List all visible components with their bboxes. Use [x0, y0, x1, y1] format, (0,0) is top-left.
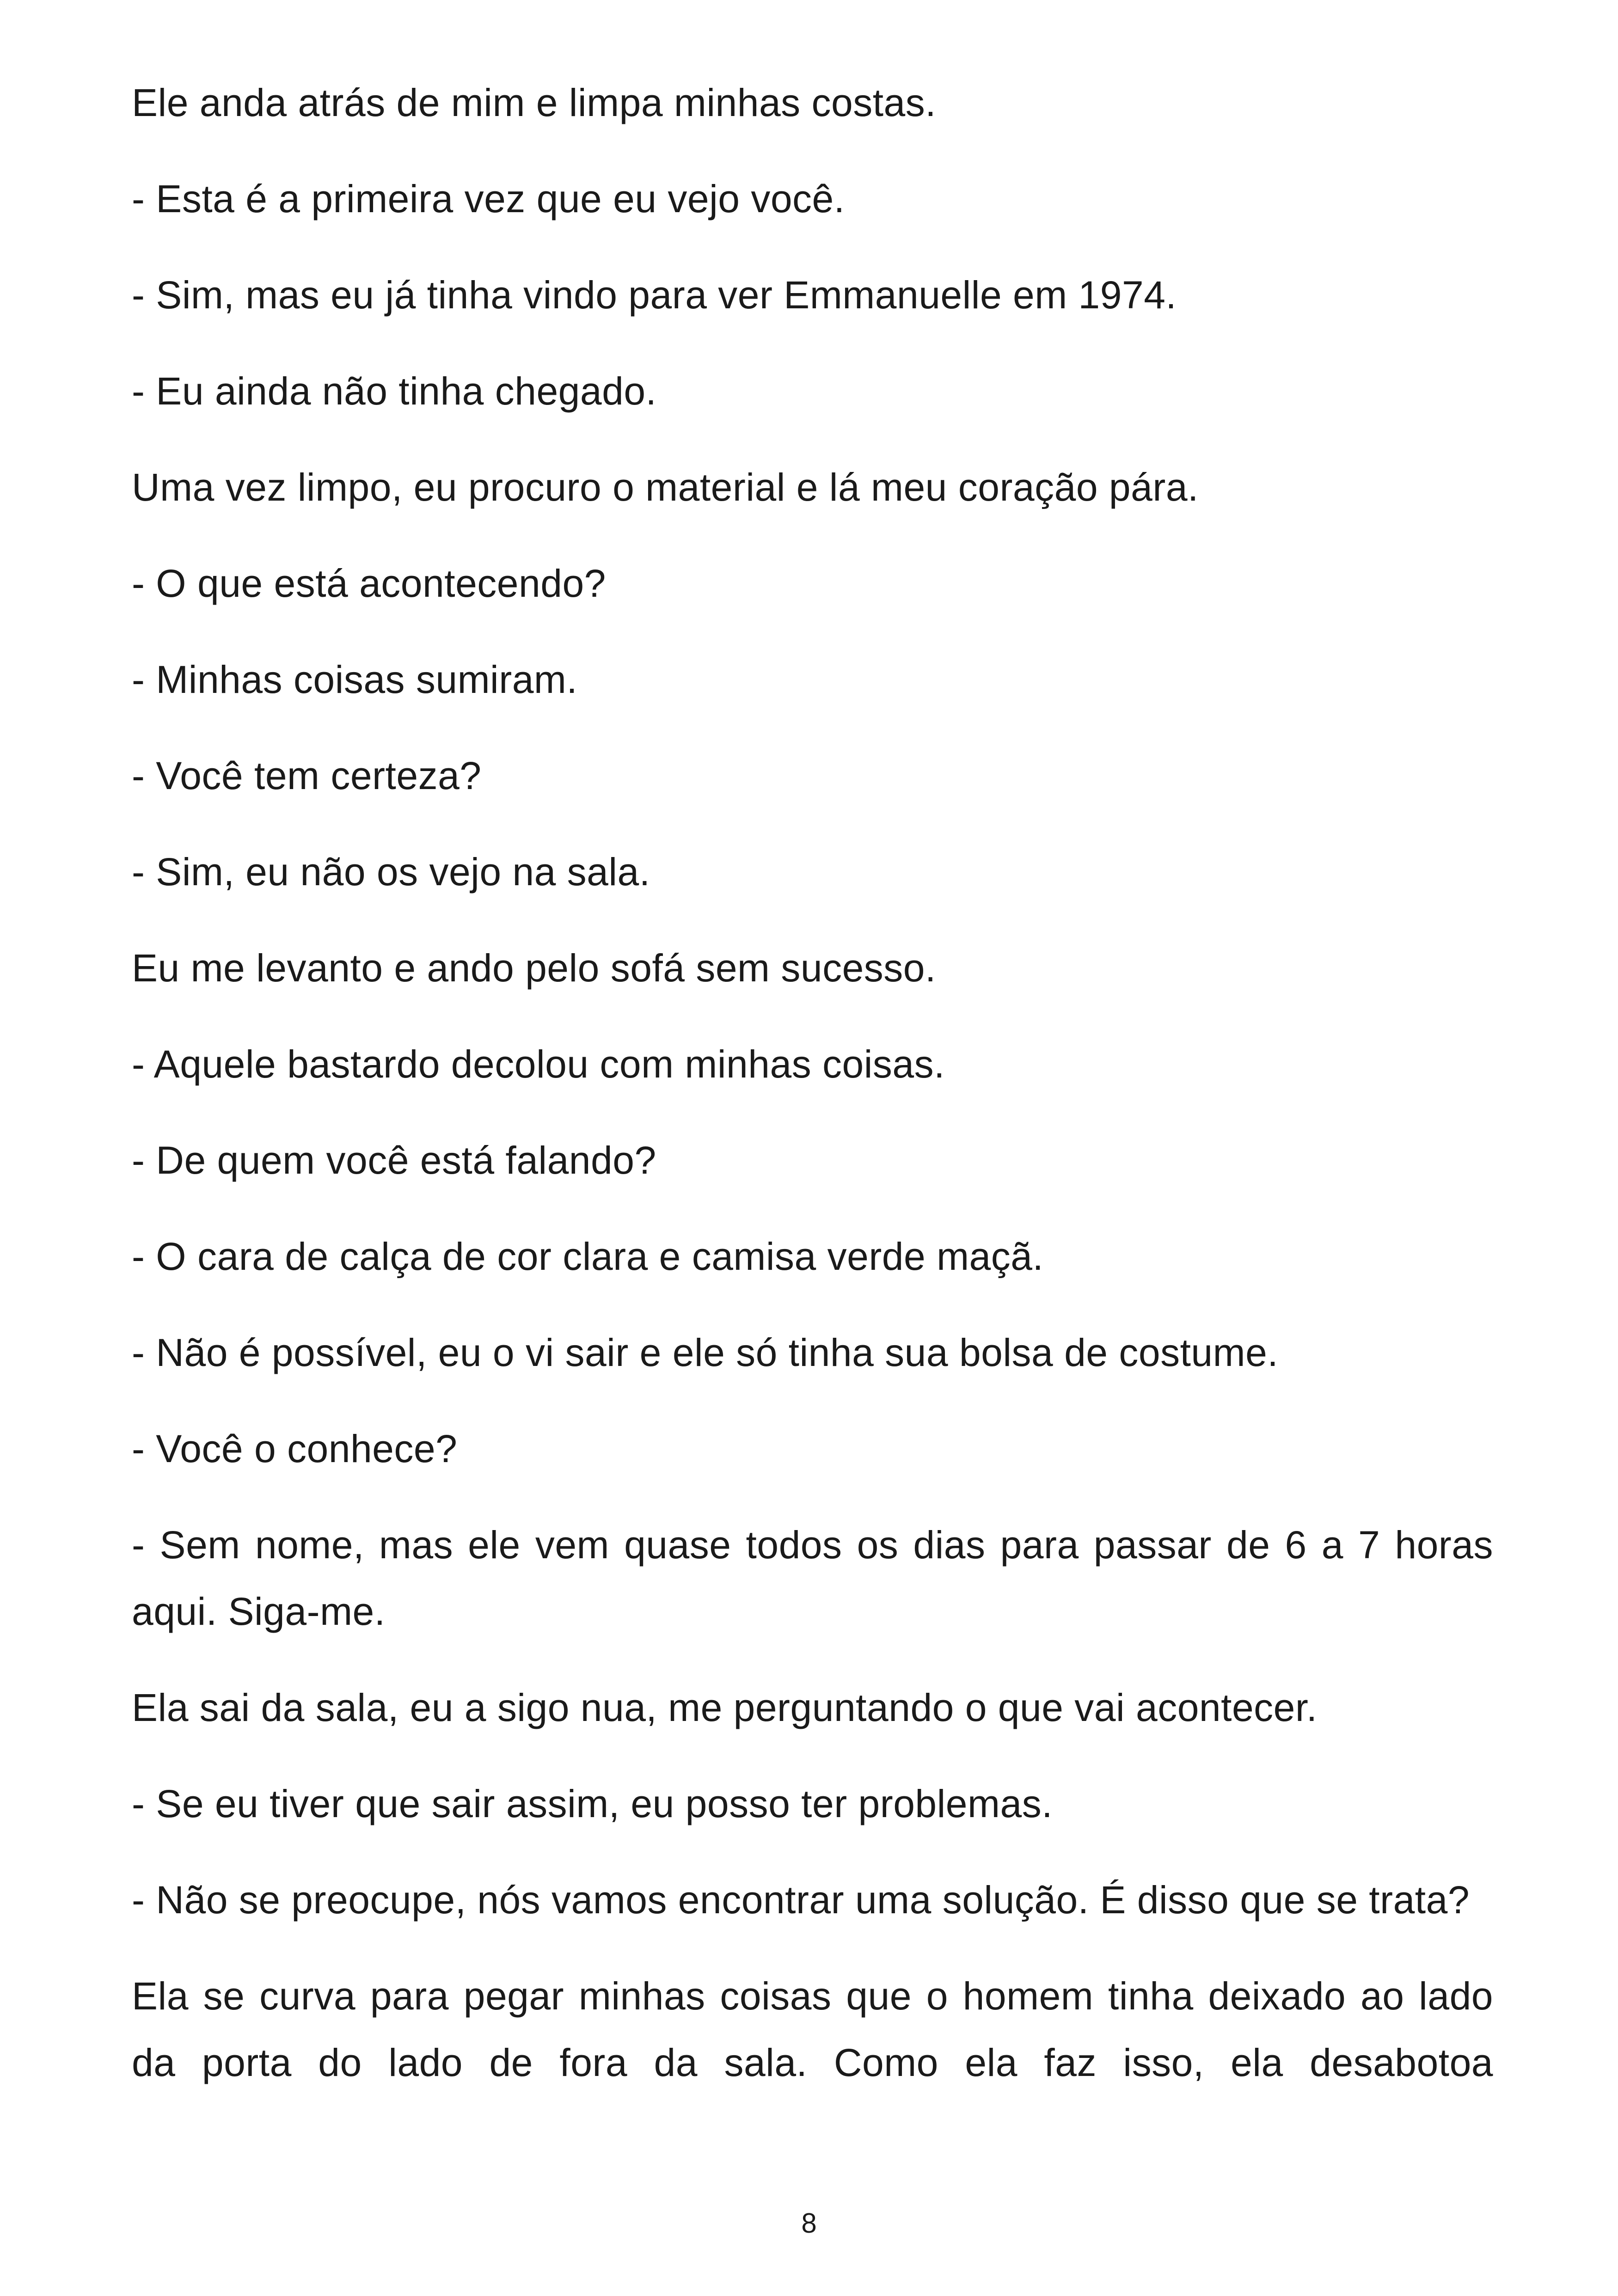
- paragraph: - Você o conhece?: [132, 1427, 458, 1470]
- paragraph: - Sim, eu não os vejo na sala.: [132, 850, 650, 894]
- paragraph: - Você tem certeza?: [132, 754, 482, 797]
- paragraph: Uma vez limpo, eu procuro o material e lá meu coração pára.: [132, 465, 1199, 509]
- paragraph: Ela se curva para pegar minhas coisas que o homem tinha deixado ao lado da porta do lado de fora da sala. Como ela faz isso, ela desabotoa: [132, 1974, 1493, 2084]
- paragraph: - O cara de calça de cor clara e camisa verde maçã.: [132, 1235, 1044, 1278]
- paragraph: - Não é possível, eu o vi sair e ele só tinha sua bolsa de costume.: [132, 1331, 1279, 1374]
- paragraph: - Esta é a primeira vez que eu vejo você.: [132, 177, 845, 220]
- paragraph: - Aquele bastardo decolou com minhas coisas.: [132, 1042, 945, 1086]
- paragraph: - Minhas coisas sumiram.: [132, 658, 578, 701]
- paragraph: Ela sai da sala, eu a sigo nua, me perguntando o que vai acontecer.: [132, 1686, 1318, 1729]
- paragraph: Ele anda atrás de mim e limpa minhas costas.: [132, 81, 937, 124]
- paragraph: - De quem você está falando?: [132, 1139, 656, 1182]
- paragraph: - Não se preocupe, nós vamos encontrar uma solução. É disso que se trata?: [132, 1878, 1470, 1922]
- paragraph: - Se eu tiver que sair assim, eu posso ter problemas.: [132, 1782, 1053, 1825]
- paragraph: - Eu ainda não tinha chegado.: [132, 369, 657, 413]
- paragraph: - Sem nome, mas ele vem quase todos os dias para passar de 6 a 7 horas aqui. Siga-me.: [132, 1523, 1493, 1633]
- page-number: 8: [801, 2208, 817, 2239]
- page-body: [132, 69, 1493, 2125]
- paragraph: - O que está acontecendo?: [132, 562, 606, 605]
- paragraph: Eu me levanto e ando pelo sofá sem sucesso.: [132, 946, 936, 990]
- paragraph: - Sim, mas eu já tinha vindo para ver Emmanuelle em 1974.: [132, 273, 1177, 317]
